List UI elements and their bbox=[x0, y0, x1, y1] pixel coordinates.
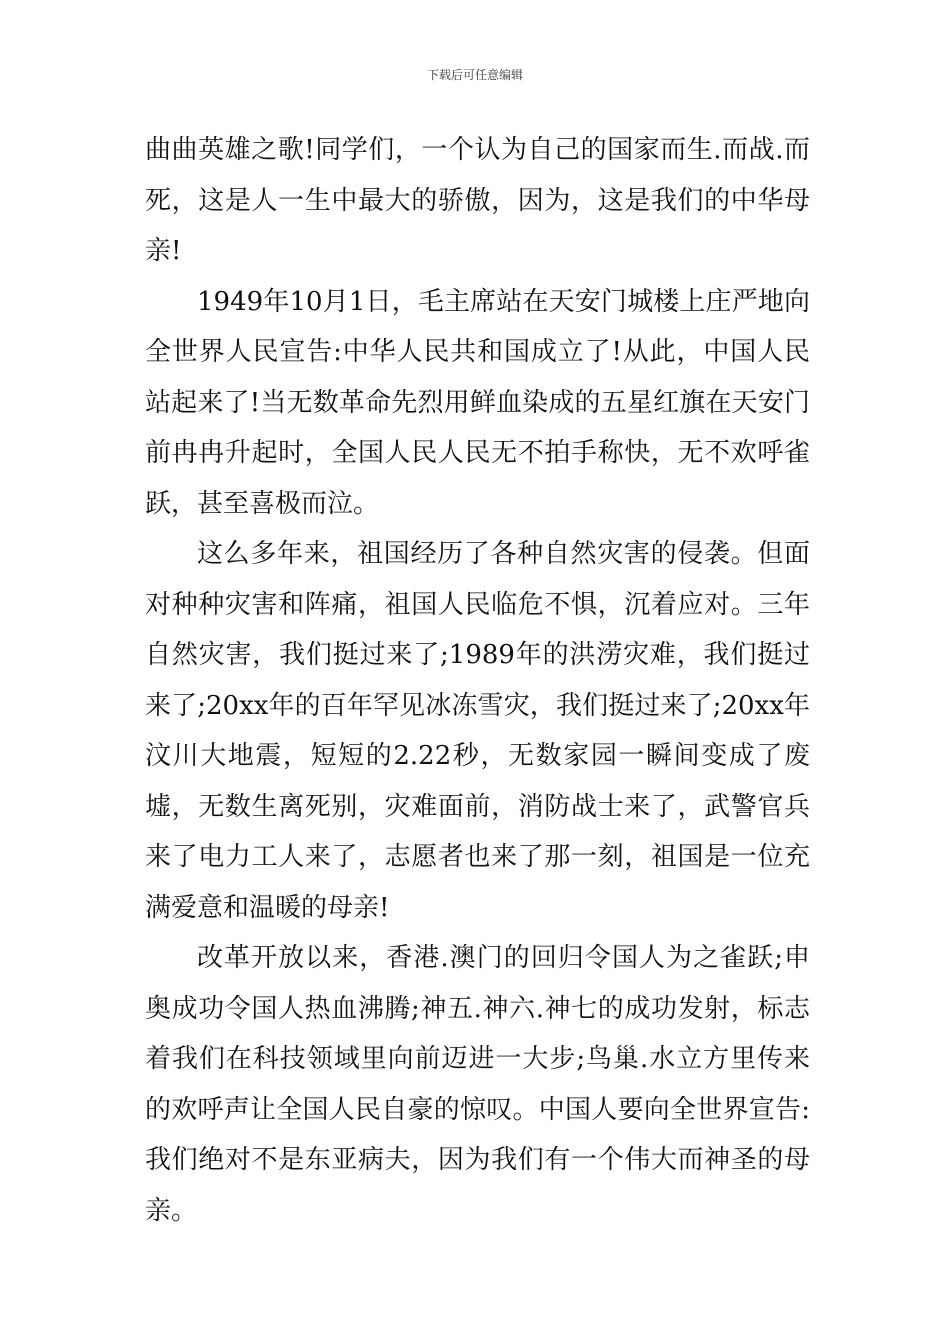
paragraph-3: 这么多年来，祖国经历了各种自然灾害的侵袭。但面对种种灾害和阵痛，祖国人民临危不惧，沉着应对。三年自然灾害，我们挺过来了;1989年的洪涝灾难，我们挺过来了;20xx年的百年罕见冰冻雪灾，我们挺过来了;20xx年汶川大地震，短短的2.22秒，无数家园一瞬间变成了废墟，无数生离死别，灾难面前，消防战士来了，武警官兵来了电力工人来了，志愿者也来了那一刻，祖国是一位充满爱意和温暖的母亲! bbox=[145, 539, 810, 923]
paragraph-4: 改革开放以来，香港.澳门的回归令国人为之雀跃;申奥成功令国人热血沸腾;神五.神六.神七的成功发射，标志着我们在科技领域里向前迈进一大步;鸟巢.水立方里传来的欢呼声让全国人民自豪的惊叹。中国人要向全世界宣告:我们绝对不是东亚病夫，因为我们有一个伟大而神圣的母亲。 bbox=[145, 943, 810, 1226]
document-body bbox=[145, 125, 810, 1236]
paragraph-1: 曲曲英雄之歌!同学们，一个认为自己的国家而生.而战.而死，这是人一生中最大的骄傲，因为，这是我们的中华母亲! bbox=[145, 135, 810, 266]
paragraph-2: 1949年10月1日，毛主席站在天安门城楼上庄严地向全世界人民宣告:中华人民共和国成立了!从此，中国人民站起来了!当无数革命先烈用鲜血染成的五星红旗在天安门前冉冉升起时，全国人民人民无不拍手称快，无不欢呼雀跃，甚至喜极而泣。 bbox=[145, 286, 810, 519]
page-header: 下载后可任意编辑 bbox=[426, 68, 523, 82]
